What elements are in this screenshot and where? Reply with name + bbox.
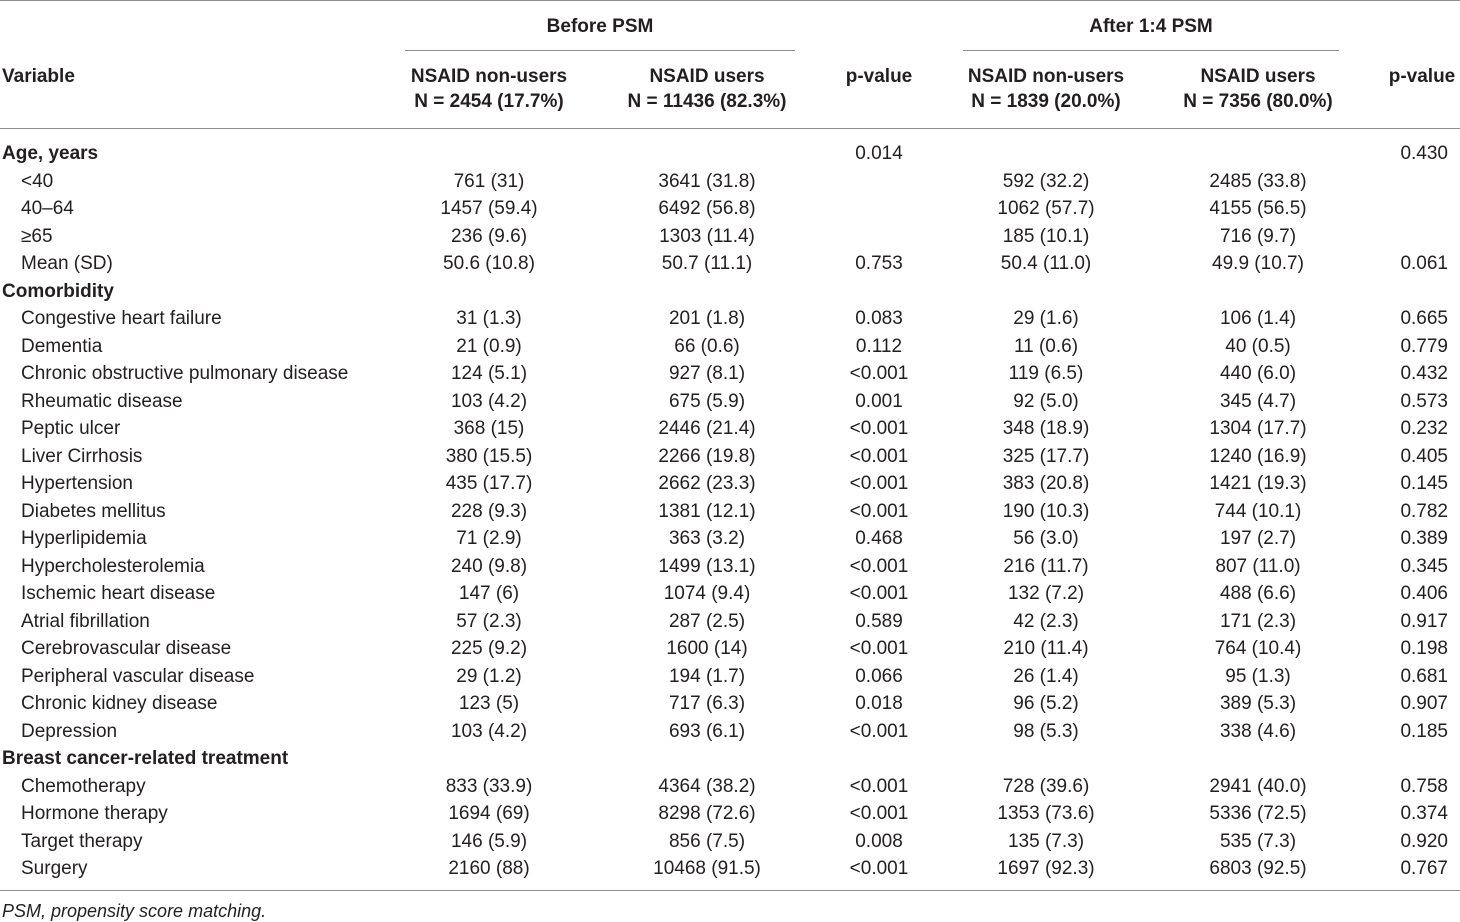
after-nonusers-cell: 98 (5.3) — [1013, 721, 1079, 742]
before-pvalue-cell: <0.001 — [849, 721, 909, 742]
before-nonusers-cell: 21 (0.9) — [456, 336, 522, 357]
before-pvalue-cell: 0.468 — [855, 528, 903, 549]
before-users-header-line2: N = 11436 (82.3%) — [627, 91, 787, 112]
row-label: Atrial fibrillation — [21, 611, 150, 632]
before-nonusers-cell: 123 (5) — [458, 693, 520, 714]
before-users-cell: 927 (8.1) — [668, 363, 746, 384]
row-label: 40–64 — [21, 198, 74, 219]
before-pvalue-cell: 0.589 — [855, 611, 903, 632]
before-pvalue-cell: 0.014 — [855, 143, 903, 164]
after-pvalue-cell: 0.573 — [1400, 391, 1448, 412]
header-bottom-rule — [0, 128, 1460, 129]
before-pvalue-cell: 0.001 — [855, 391, 903, 412]
row-label: <40 — [21, 171, 54, 192]
after-psm-underline — [963, 50, 1339, 51]
after-users-cell: 440 (6.0) — [1219, 363, 1297, 384]
before-nonusers-cell: 833 (33.9) — [445, 776, 533, 797]
before-users-cell: 1499 (13.1) — [658, 556, 756, 577]
after-nonusers-cell: 96 (5.2) — [1013, 693, 1079, 714]
after-psm-group-header: After 1:4 PSM — [1089, 16, 1213, 37]
after-nonusers-cell: 29 (1.6) — [1013, 308, 1079, 329]
after-nonusers-cell: 216 (11.7) — [1003, 556, 1089, 577]
after-pvalue-cell: 0.406 — [1400, 583, 1448, 604]
table-bottom-rule — [0, 890, 1460, 891]
before-users-cell: 201 (1.8) — [668, 308, 746, 329]
after-users-cell: 338 (4.6) — [1219, 721, 1297, 742]
before-users-header-line1: NSAID users — [649, 66, 765, 87]
after-users-header-line1: NSAID users — [1200, 66, 1316, 87]
before-pvalue-cell: 0.008 — [855, 831, 903, 852]
after-pvalue-cell: 0.061 — [1400, 253, 1448, 274]
row-label: Cerebrovascular disease — [21, 638, 232, 659]
after-users-cell: 106 (1.4) — [1219, 308, 1297, 329]
after-nonusers-cell: 728 (39.6) — [1002, 776, 1090, 797]
after-nonusers-cell: 383 (20.8) — [1002, 473, 1090, 494]
after-nonusers-cell: 348 (18.9) — [1002, 418, 1090, 439]
before-nonusers-header — [411, 64, 567, 114]
after-users-cell: 2941 (40.0) — [1209, 776, 1307, 797]
before-users-cell: 363 (3.2) — [668, 528, 746, 549]
before-nonusers-cell: 124 (5.1) — [450, 363, 528, 384]
row-label: Hormone therapy — [21, 803, 168, 824]
after-pvalue-cell: 0.917 — [1400, 611, 1448, 632]
after-users-cell: 744 (10.1) — [1214, 501, 1302, 522]
before-users-cell: 1381 (12.1) — [658, 501, 756, 522]
after-nonusers-cell: 50.4 (11.0) — [1000, 253, 1092, 274]
before-users-cell: 1600 (14) — [666, 638, 748, 659]
after-pvalue-header: p-value — [1388, 66, 1456, 87]
before-psm-underline — [405, 50, 795, 51]
row-label: Chronic obstructive pulmonary disease — [21, 363, 349, 384]
before-pvalue-cell: <0.001 — [849, 858, 909, 879]
before-pvalue-cell: 0.112 — [855, 336, 903, 357]
row-label: Target therapy — [21, 831, 143, 852]
before-nonusers-header-line2: N = 2454 (17.7%) — [414, 91, 564, 112]
after-nonusers-cell: 11 (0.6) — [1013, 336, 1079, 357]
row-label: Peripheral vascular disease — [21, 666, 255, 687]
after-pvalue-cell: 0.782 — [1400, 501, 1448, 522]
before-pvalue-cell: 0.083 — [855, 308, 903, 329]
after-nonusers-cell: 1062 (57.7) — [997, 198, 1095, 219]
after-nonusers-header-line1: NSAID non-users — [967, 66, 1125, 87]
after-users-cell: 49.9 (10.7) — [1212, 253, 1304, 274]
row-label: Hyperlipidemia — [21, 528, 147, 549]
after-nonusers-cell: 42 (2.3) — [1013, 611, 1079, 632]
after-users-cell: 171 (2.3) — [1219, 611, 1297, 632]
after-nonusers-cell: 592 (32.2) — [1002, 171, 1090, 192]
after-users-cell: 1304 (17.7) — [1209, 418, 1307, 439]
before-nonusers-cell: 240 (9.8) — [450, 556, 528, 577]
after-users-cell: 535 (7.3) — [1219, 831, 1297, 852]
before-users-cell: 287 (2.5) — [668, 611, 746, 632]
after-nonusers-header-line2: N = 1839 (20.0%) — [971, 91, 1121, 112]
before-users-cell: 66 (0.6) — [674, 336, 740, 357]
before-nonusers-header-line1: NSAID non-users — [410, 66, 568, 87]
before-users-cell: 6492 (56.8) — [658, 198, 756, 219]
after-nonusers-cell: 1697 (92.3) — [997, 858, 1095, 879]
after-users-cell: 197 (2.7) — [1219, 528, 1297, 549]
after-pvalue-cell: 0.198 — [1400, 638, 1448, 659]
before-psm-group-header: Before PSM — [546, 16, 654, 37]
after-users-cell: 1421 (19.3) — [1209, 473, 1307, 494]
before-pvalue-cell: <0.001 — [849, 363, 909, 384]
after-users-cell: 807 (11.0) — [1215, 556, 1301, 577]
after-nonusers-cell: 185 (10.1) — [1002, 226, 1090, 247]
after-pvalue-cell: 0.665 — [1400, 308, 1448, 329]
after-nonusers-header — [968, 64, 1124, 114]
before-pvalue-cell: <0.001 — [849, 446, 909, 467]
before-nonusers-cell: 103 (4.2) — [450, 721, 528, 742]
after-nonusers-cell: 56 (3.0) — [1013, 528, 1079, 549]
before-pvalue-cell: 0.753 — [855, 253, 903, 274]
row-label: Peptic ulcer — [21, 418, 121, 439]
after-pvalue-cell: 0.145 — [1400, 473, 1448, 494]
before-pvalue-header: p-value — [845, 66, 913, 87]
before-nonusers-cell: 225 (9.2) — [450, 638, 528, 659]
before-users-cell: 675 (5.9) — [668, 391, 746, 412]
before-nonusers-cell: 57 (2.3) — [456, 611, 522, 632]
before-nonusers-cell: 380 (15.5) — [445, 446, 533, 467]
after-users-header — [1183, 64, 1332, 114]
before-pvalue-cell: 0.066 — [855, 666, 903, 687]
section-heading: Breast cancer-related treatment — [2, 748, 289, 769]
before-nonusers-cell: 147 (6) — [458, 583, 520, 604]
after-users-cell: 95 (1.3) — [1225, 666, 1291, 687]
before-users-cell: 856 (7.5) — [668, 831, 746, 852]
before-users-cell: 194 (1.7) — [668, 666, 746, 687]
row-label: Dementia — [21, 336, 103, 357]
before-nonusers-cell: 236 (9.6) — [450, 226, 528, 247]
before-pvalue-cell: <0.001 — [849, 501, 909, 522]
row-label: Diabetes mellitus — [21, 501, 166, 522]
before-users-cell: 1303 (11.4) — [659, 226, 755, 247]
row-label: Chronic kidney disease — [21, 693, 218, 714]
before-users-cell: 50.7 (11.1) — [661, 253, 753, 274]
after-nonusers-cell: 210 (11.4) — [1003, 638, 1089, 659]
after-pvalue-cell: 0.758 — [1400, 776, 1448, 797]
after-pvalue-cell: 0.430 — [1400, 143, 1448, 164]
after-pvalue-cell: 0.374 — [1400, 803, 1448, 824]
after-users-cell: 716 (9.7) — [1219, 226, 1297, 247]
before-pvalue-cell: 0.018 — [855, 693, 903, 714]
before-users-cell: 8298 (72.6) — [658, 803, 756, 824]
before-nonusers-cell: 228 (9.3) — [450, 501, 528, 522]
before-nonusers-cell: 103 (4.2) — [450, 391, 528, 412]
section-heading: Age, years — [2, 143, 99, 164]
row-label: Hypertension — [21, 473, 133, 494]
row-label: ≥65 — [21, 226, 53, 247]
after-nonusers-cell: 190 (10.3) — [1002, 501, 1090, 522]
before-pvalue-cell: <0.001 — [849, 556, 909, 577]
before-users-cell: 2266 (19.8) — [658, 446, 756, 467]
before-nonusers-cell: 29 (1.2) — [456, 666, 522, 687]
after-pvalue-cell: 0.767 — [1400, 858, 1448, 879]
after-pvalue-cell: 0.185 — [1400, 721, 1448, 742]
after-nonusers-cell: 132 (7.2) — [1007, 583, 1085, 604]
row-label: Mean (SD) — [21, 253, 113, 274]
before-pvalue-cell: <0.001 — [849, 638, 909, 659]
after-pvalue-cell: 0.779 — [1400, 336, 1448, 357]
row-label: Rheumatic disease — [21, 391, 183, 412]
after-pvalue-cell: 0.907 — [1400, 693, 1448, 714]
before-nonusers-cell: 50.6 (10.8) — [443, 253, 535, 274]
after-users-cell: 488 (6.6) — [1219, 583, 1297, 604]
row-label: Liver Cirrhosis — [21, 446, 143, 467]
before-users-header — [628, 64, 787, 114]
before-nonusers-cell: 368 (15) — [453, 418, 525, 439]
before-users-cell: 693 (6.1) — [668, 721, 746, 742]
before-users-cell: 4364 (38.2) — [658, 776, 756, 797]
after-pvalue-cell: 0.232 — [1400, 418, 1448, 439]
before-pvalue-cell: <0.001 — [849, 803, 909, 824]
before-nonusers-cell: 1457 (59.4) — [440, 198, 538, 219]
before-users-cell: 2446 (21.4) — [658, 418, 756, 439]
row-label: Congestive heart failure — [21, 308, 222, 329]
row-label: Chemotherapy — [21, 776, 146, 797]
after-pvalue-cell: 0.920 — [1400, 831, 1448, 852]
after-users-cell: 5336 (72.5) — [1209, 803, 1307, 824]
table-footnote: PSM, propensity score matching. — [2, 901, 267, 921]
after-nonusers-cell: 119 (6.5) — [1008, 363, 1084, 384]
before-nonusers-cell: 71 (2.9) — [456, 528, 522, 549]
after-pvalue-cell: 0.405 — [1400, 446, 1448, 467]
after-pvalue-cell: 0.345 — [1400, 556, 1448, 577]
after-nonusers-cell: 92 (5.0) — [1013, 391, 1079, 412]
after-users-header-line2: N = 7356 (80.0%) — [1183, 91, 1333, 112]
after-users-cell: 764 (10.4) — [1214, 638, 1302, 659]
after-users-cell: 6803 (92.5) — [1209, 858, 1307, 879]
row-label: Surgery — [21, 858, 88, 879]
before-nonusers-cell: 31 (1.3) — [456, 308, 522, 329]
before-nonusers-cell: 435 (17.7) — [445, 473, 533, 494]
after-pvalue-cell: 0.389 — [1400, 528, 1448, 549]
before-pvalue-cell: <0.001 — [849, 583, 909, 604]
after-nonusers-cell: 325 (17.7) — [1002, 446, 1090, 467]
row-label: Ischemic heart disease — [21, 583, 216, 604]
before-users-cell: 3641 (31.8) — [658, 171, 756, 192]
after-users-cell: 345 (4.7) — [1219, 391, 1297, 412]
before-pvalue-cell: <0.001 — [849, 418, 909, 439]
row-label: Hypercholesterolemia — [21, 556, 205, 577]
after-users-cell: 4155 (56.5) — [1209, 198, 1307, 219]
before-nonusers-cell: 2160 (88) — [448, 858, 530, 879]
table-top-rule — [0, 0, 1460, 1]
before-users-cell: 10468 (91.5) — [653, 858, 761, 879]
before-users-cell: 2662 (23.3) — [658, 473, 756, 494]
before-users-cell: 1074 (9.4) — [663, 583, 751, 604]
before-nonusers-cell: 761 (31) — [453, 171, 525, 192]
before-nonusers-cell: 146 (5.9) — [450, 831, 528, 852]
section-heading: Comorbidity — [2, 281, 114, 302]
after-users-cell: 389 (5.3) — [1219, 693, 1297, 714]
before-pvalue-cell: <0.001 — [849, 776, 909, 797]
after-users-cell: 40 (0.5) — [1225, 336, 1291, 357]
after-pvalue-cell: 0.681 — [1400, 666, 1448, 687]
after-users-cell: 1240 (16.9) — [1209, 446, 1307, 467]
after-users-cell: 2485 (33.8) — [1209, 171, 1307, 192]
before-nonusers-cell: 1694 (69) — [448, 803, 530, 824]
after-nonusers-cell: 1353 (73.6) — [997, 803, 1095, 824]
before-pvalue-cell: <0.001 — [849, 473, 909, 494]
after-nonusers-cell: 135 (7.3) — [1007, 831, 1085, 852]
after-pvalue-cell: 0.432 — [1400, 363, 1448, 384]
variable-column-header: Variable — [2, 66, 75, 87]
before-users-cell: 717 (6.3) — [668, 693, 746, 714]
after-nonusers-cell: 26 (1.4) — [1013, 666, 1079, 687]
row-label: Depression — [21, 721, 118, 742]
